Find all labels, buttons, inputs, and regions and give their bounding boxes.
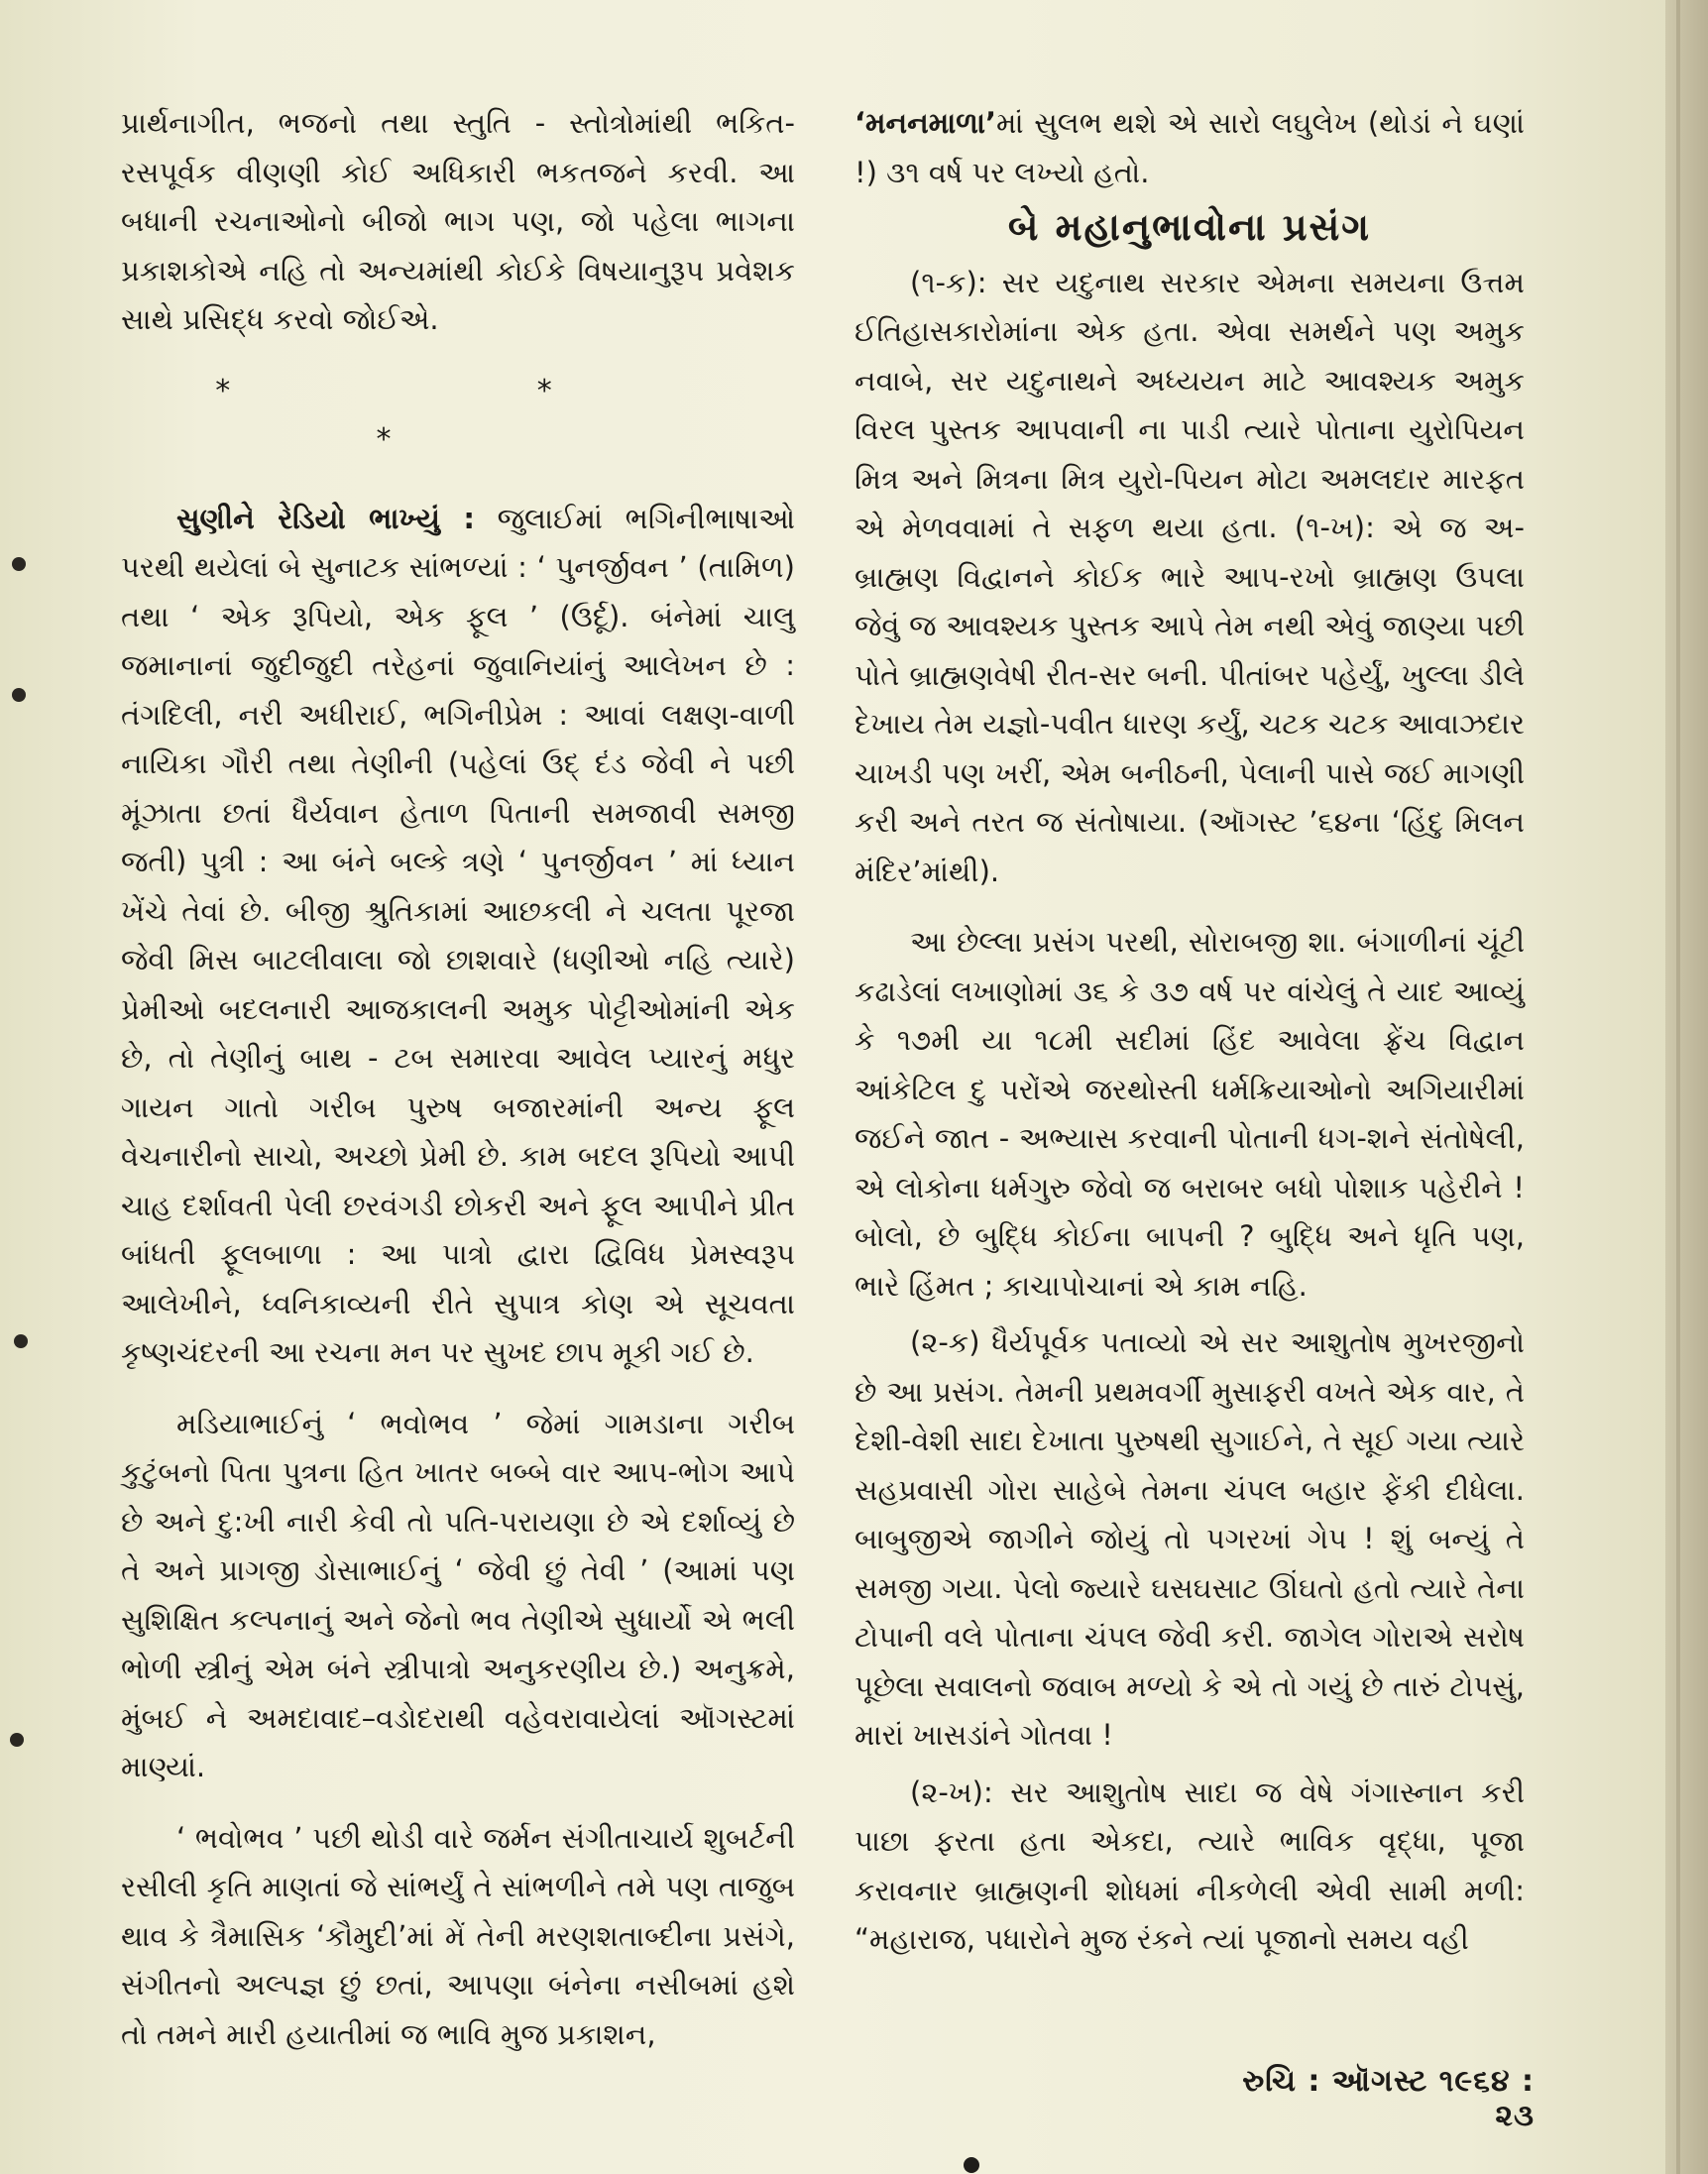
radio-section-text: જુલાઈમાં ભગિનીભાષાઓ પરથી થયેલાં બે સુનાટક સાંભળ્યાં : ‘ પુનર્જીવન ’ (તામિળ) તથા ‘ એક રૂપિયો, એક ફૂલ ’ (ઉર્દૂ). બંનેમાં ચાલુ જમાનાનાં જુદીજુદી તરેહનાં જુવાનિયાંનું આલેખન છે : તંગદિલી, નરી અધીરાઈ, ભગિનીપ્રેમ : આવાં લક્ષણ-વાળી નાયિકા ગૌરી તથા તેણીની (પહેલાં ઉદ્ દંડ જેવી ને પછી મૂંઝાતા છતાં ધૈર્યવાન હેતાળ પિતાની સમજાવી સમજી જતી) પુત્રી : આ બંને બલ્કે ત્રણે ‘ પુનર્જીવન ’ માં ધ્યાન ખેંચે તેવાં છે. બીજી શ્રુતિકામાં આછકલી ને ચલતા પૂરજા જેવી મિસ બાટલીવાલા જો છાશવારે (ધણીઓ નહિ ત્યારે) પ્રેમીઓ બદલનારી આજકાલની અમુક પોટ્ટીઓમાંની એક છે, તો તેણીનું બાથ - ટબ સમારવા આવેલ પ્યારનું મધુર ગાયન ગાતો ગરીબ પુરુષ બજારમાંની અન્ય ફૂલ વેચનારીનો સાચો, અચ્છો પ્રેમી છે. કામ બદલ રૂપિયો આપી ચાહ દર્શાવતી પેલી છરવંગડી છોકરી અને ફૂલ આપીને પ્રીત બાંધતી ફૂલબાળા : આ પાત્રો દ્વારા દ્વિવિધ પ્રેમસ્વરૂપ આલેખીને, ધ્વનિકાવ્યની રીતે સુપાત્ર કોણ એ સૂચવતા કૃષ્ણચંદરની આ રચના મન પર સુખદ છાપ મૂકી ગઈ છે. (121, 501, 795, 1369)
left-paragraph-2 (121, 495, 795, 1378)
punch-hole (12, 557, 26, 571)
mananmala-title: ‘મનનમાળા’ (854, 106, 997, 140)
page-edge-line (1676, 0, 1680, 2174)
left-paragraph-3: મડિયાભાઈનું ‘ ભવોભવ ’ જેમાં ગામડાના ગરીબ કુટુંબનો પિતા પુત્રના હિત ખાતર બબ્બે વાર આપ-ભોગ આપે છે અને દુ:ખી નારી કેવી તો પતિ-પરાયણા છે એ દર્શાવ્યું છે તે અને પ્રાગજી ડોસાભાઈનું ‘ જેવી છું તેવી ’ (આમાં પણ સુશિક્ષિત કલ્પનાનું અને જેનો ભવ તેણીએ સુધાર્યો એ ભલી ભોળી સ્ત્રીનું એમ બંને સ્ત્રીપાત્રો અનુકરણીય છે.) અનુક્રમે, મુંબઈ ને અમદાવાદ–વડોદરાથી વહેવરાવાયેલાં ઑગસ્ટમાં માણ્યાં. (121, 1406, 795, 1783)
punch-hole (12, 688, 26, 702)
left-column (121, 99, 795, 2059)
right-paragraph-1-text: માં સુલભ થશે એ સારો લઘુલેખ (થોડાં ને ઘણાં !) ૩૧ વર્ષ પર લખ્યો હતો. (854, 106, 1525, 189)
section-separator: * * * (215, 373, 701, 457)
right-paragraph-2: (૧-ક): સર યદુનાથ સરકાર એમના સમયના ઉત્તમ ઈતિહાસકારોમાંના એક હતા. એવા સમર્થને પણ અમુક નવાબે, સર યદુનાથને અધ્યયન માટે આવશ્યક અમુક વિરલ પુસ્તક આપવાની ના પાડી ત્યારે પોતાના યુરોપિયન મિત્ર અને મિત્રના મિત્ર યુરો-પિયન મોટા અમલદાર મારફત એ મેળવવામાં તે સફળ થયા હતા. (૧-ખ): એ જ અ-બ્રાહ્મણ વિદ્વાનને કોઈક ભારે આપ-રખો બ્રાહ્મણ ઉપલા જેવું જ આવશ્યક પુસ્તક આપે તેમ નથી એવું જાણ્યા પછી પોતે બ્રાહ્મણવેષી રીત-સર બની. પીતાંબર પહેર્યું, ખુલ્લા ડીલે દેખાય તેમ યજ્ઞો-પવીત ધારણ કર્યું, ચટક ચટક આવાઝદાર ચાખડી પણ ખરીં, એમ બનીઠની, પેલાની પાસે જઈ માગણી કરી અને તરત જ સંતોષાયા. (ઑગસ્ટ ’૬૪ના ‘હિંદુ મિલન મંદિર’માંથી). (854, 265, 1525, 888)
right-paragraph-5: (૨-ખ): સર આશુતોષ સાદા જ વેષે ગંગાસ્નાન કરી પાછા ફરતા હતા એકદા, ત્યારે ભાવિક વૃદ્ધા, પૂજા કરાવનાર બ્રાહ્મણની શોધમાં નીકળેલી એવી સામી મળી: “મહારાજ, પધારોને મુજ રંકને ત્યાં પૂજાનો સમય વહી (854, 1774, 1525, 1956)
right-paragraph-1 (854, 99, 1525, 197)
right-paragraph-3: આ છેલ્લા પ્રસંગ પરથી, સોરાબજી શા. બંગાળીનાં ચૂંટી કઢાડેલાં લખાણોમાં ૩૬ કે ૩૭ વર્ષ પર વાંચેલું તે યાદ આવ્યું કે ૧૭મી યા ૧૮મી સદીમાં હિંદ આવેલા ફ્રેંચ વિદ્વાન આંકેટિલ દુ પરોંએ જરથોસ્તી ધર્મક્રિયાઓનો અગિયારીમાં જઈને જાત - અભ્યાસ કરવાની પોતાની ધગ-શને સંતોષેલી, એ લોકોના ધર્મગુરુ જેવો જ બરાબર બધો પોશાક પહેરીને ! બોલો, છે બુદ્ધિ કોઈના બાપની ? બુદ્ધિ અને ધૃતિ પણ, ભારે હિંમત ; કાચાપોચાનાં એ કામ નહિ. (854, 925, 1525, 1303)
left-paragraph-1: પ્રાર્થનાગીત, ભજનો તથા સ્તુતિ - સ્તોત્રોમાંથી ભકિત-રસપૂર્વક વીણણી કોઈ અધિકારી ભકતજને કરવી. આ બધાની રચનાઓનો બીજો ભાગ પણ, જો પહેલા ભાગના પ્રકાશકોએ નહિ તો અન્યમાંથી કોઈકે વિષયાનુરૂપ પ્રવેશક સાથે પ્રસિદ્ધ કરવો જોઈએ. (121, 106, 795, 336)
section-heading: બે મહાનુભાવોના પ્રસંગ (1007, 205, 1372, 249)
page-edge (1665, 0, 1708, 2174)
ink-mark (964, 2157, 979, 2173)
page-footer: રુચિ : ઑગસ્ટ ૧૯૬૪ : ૨૩ (1242, 2064, 1535, 2133)
left-paragraph-4: ‘ ભવોભવ ’ પછી થોડી વારે જર્મન સંગીતાચાર્ય શુબર્ટની રસીલી કૃતિ માણતાં જે સાંભર્યું તે સાંભળીને તમે પણ તાજુબ થાવ કે ત્રૈમાસિક ‘કૌમુદી’માં મેં તેની મરણશતાબ્દીના પ્રસંગે, સંગીતનો અલ્પજ્ઞ છું છતાં, આપણા બંનેના નસીબમાં હશે તો તમને મારી હયાતીમાં જ ભાવિ મુજ પ્રકાશન, (121, 1820, 795, 2051)
right-column (854, 99, 1525, 1965)
right-paragraph-4: (૨-ક) ધૈર્યપૂર્વક પતાવ્યો એ સર આશુતોષ મુખરજીનો છે આ પ્રસંગ. તેમની પ્રથમવર્ગી મુસાફરી વખતે એક વાર, તે દેશી-વેશી સાદા દેખાતા પુરુષથી સુગાઈને, તે સૂઈ ગયા ત્યારે સહપ્રવાસી ગોરા સાહેબે તેમના ચંપલ બહાર ફેંકી દીધેલા. બાબુજીએ જાગીને જોયું તો પગરખાં ગેપ ! શું બન્યું તે સમજી ગયા. પેલો જ્યારે ઘસઘસાટ ઊંઘતો હતો ત્યારે તેના ટોપાની વલે પોતાના ચંપલ જેવી કરી. જાગેલ ગોરાએ સરોષ પૂછેલા સવાલનો જવાબ મળ્યો કે એ તો ગયું છે તારું ટોપસું, મારાં ખાસડાંને ગોતવા ! (854, 1325, 1525, 1752)
punch-hole (10, 1733, 24, 1747)
radio-section-lead: સુણીને રેડિયો ભાખ્યું : (176, 501, 475, 535)
punch-hole (14, 1334, 28, 1348)
